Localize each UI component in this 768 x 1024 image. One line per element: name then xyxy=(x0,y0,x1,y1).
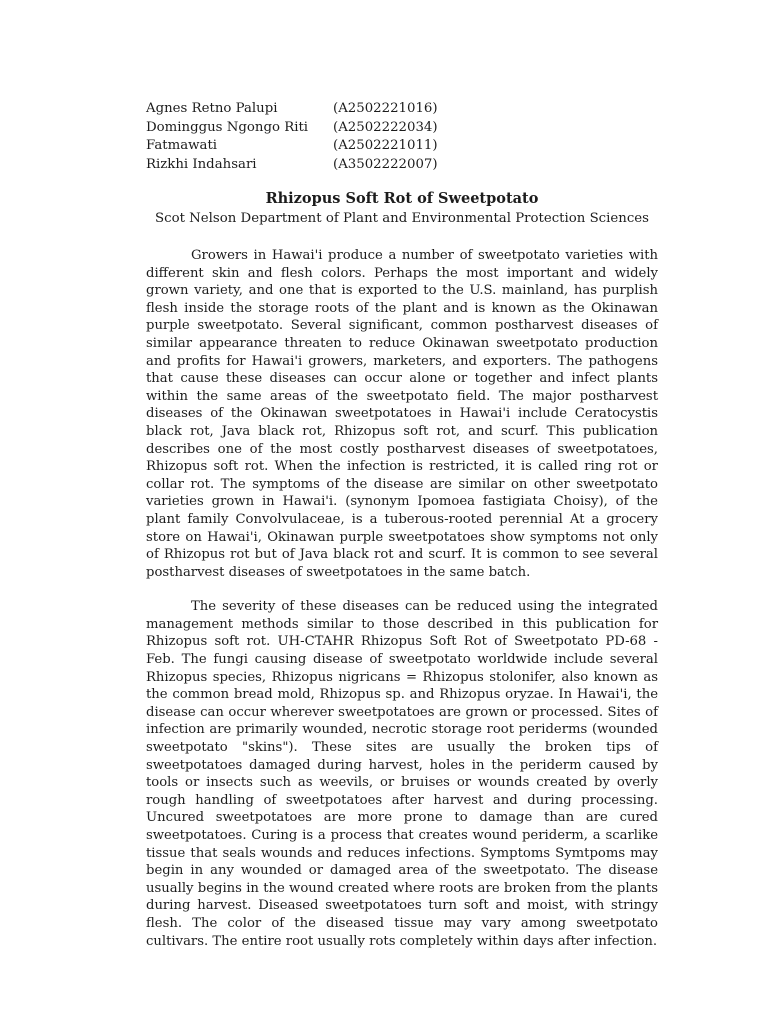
author-name: Agnes Retno Palupi xyxy=(146,101,278,116)
author-row xyxy=(146,156,658,175)
author-row xyxy=(146,100,658,119)
author-name: Fatmawati xyxy=(146,138,218,153)
author-name: Dominggus Ngongo Riti xyxy=(146,119,309,135)
author-row xyxy=(146,137,658,156)
document-page xyxy=(146,100,658,963)
document-title: Rhizopus Soft Rot of Sweetpotato xyxy=(265,190,539,207)
document-subtitle: Scot Nelson Department of Plant and Environmental Protection Sciences xyxy=(155,211,649,226)
author-list xyxy=(146,100,658,174)
author-row xyxy=(146,119,658,138)
author-id: (A2502221016) xyxy=(333,101,438,116)
body-paragraph-1: Growers in Hawai'i produce a number of sweetpotato varieties with different skin and flesh colors. Perhaps the most important and widely grown variety, and one that is exported to the U.S. mainland, has purplish flesh inside the storage roots of the plant and is known as the Okinawan purple sweetpotato. Several significant, common postharvest diseases of similar appearance threaten to reduce Okinawan sweetpotato production and profits for Hawai'i growers, marketers, and exporters. The pathogens that cause these diseases can occur alone or together and infect plants within the same areas of the sweetpotato field. The major postharvest diseases of the Okinawan sweetpotatoes in Hawai'i include Ceratocystis black rot, Java black rot, Rhizopus soft rot, and scurf. This publication describes one of the most costly postharvest diseases of sweetpotatoes, Rhizopus soft rot. When the infection is restricted, it is called ring rot or collar rot. The symptoms of the disease are similar on other sweetpotato varieties grown in Hawai'i. (synonym Ipomoea fastigiata Choisy), of the plant family Convolvulaceae, is a tuberous-rooted perennial At a grocery store on Hawai'i, Okinawan purple sweetpotatoes show symptoms not only of Rhizopus rot but of Java black rot and scurf. It is common to see several postharvest diseases of sweetpotatoes in the same batch. xyxy=(146,248,658,580)
author-id: (A3502222007) xyxy=(333,156,438,172)
author-id: (A2502222034) xyxy=(333,119,438,135)
author-id: (A2502221011) xyxy=(333,138,438,153)
author-name: Rizkhi Indahsari xyxy=(146,156,257,172)
body-paragraph-2: The severity of these diseases can be reduced using the integrated management methods similar to those described in this publication for Rhizopus soft rot. UH-CTAHR Rhizopus Soft Rot of Sweetpotato PD-68 - Feb. The fungi causing disease of sweetpotato worldwide include several Rhizopus species, Rhizopus nigricans = Rhizopus stolonifer, also known as the common bread mold, Rhizopus sp. and Rhizopus oryzae. In Hawai'i, the disease can occur wherever sweetpotatoes are grown or processed. Sites of infection are primarily wounded, necrotic storage root periderms (wounded sweetpotato "skins"). These sites are usually the broken tips of sweetpotatoes damaged during harvest, holes in the periderm caused by tools or insects such as weevils, or bruises or wounds created by overly rough handling of sweetpotatoes after harvest and during processing. Uncured sweetpotatoes are more prone to damage than are cured sweetpotatoes. Curing is a process that creates wound periderm, a scarlike tissue that seals wounds and reduces infections. Symptoms Symtpoms may begin in any wounded or damaged area of the sweetpotato. The disease usually begins in the wound created where roots are broken from the plants during harvest. Diseased sweetpotatoes turn soft and moist, with stringy flesh. The color of the diseased tissue may vary among sweetpotato cultivars. The entire root usually rots completely within days after infection. xyxy=(146,599,658,949)
